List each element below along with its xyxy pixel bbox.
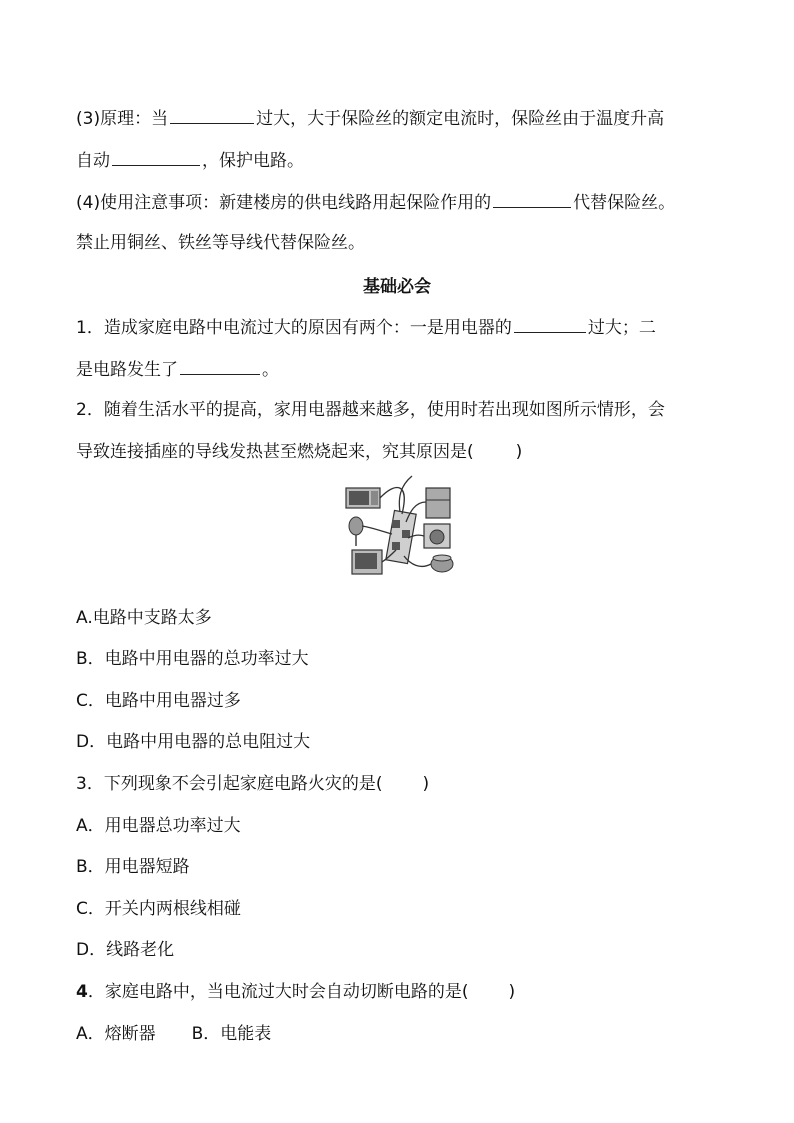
- q3-option-b[interactable]: B．用电器短路: [76, 857, 190, 877]
- intro-item3-line1: [76, 105, 664, 131]
- intro-item4-text-c: 禁止用铜丝、铁丝等导线代替保险丝。: [76, 233, 365, 253]
- q4-text-a: ．家庭电路中，当电流过大时会自动切断电路的是(: [87, 982, 469, 1002]
- intro-item4-line1: [76, 189, 675, 215]
- fill-blank[interactable]: [112, 147, 200, 166]
- q4-text-b: ): [508, 982, 516, 1002]
- intro-item4-text-b: 代替保险丝。: [573, 193, 676, 213]
- q1-text-b: 过大；二: [587, 318, 656, 338]
- q1-text-d: 。: [262, 360, 279, 380]
- q2-text-c: ): [515, 442, 523, 462]
- q3-option-a[interactable]: A．用电器总功率过大: [76, 816, 241, 836]
- q2-option-d[interactable]: D．电路中用电器的总电阻过大: [76, 732, 311, 752]
- q1-line1: [76, 314, 656, 340]
- q2-number: 2: [76, 400, 87, 420]
- intro-item4-line2: [76, 231, 365, 255]
- q2-option-c[interactable]: C．电路中用电器过多: [76, 691, 241, 711]
- intro-item3-text-b: 过大，大于保险丝的额定电流时，保险丝由于温度升高: [256, 109, 665, 129]
- q4-line1: [76, 980, 515, 1004]
- q4-options-row: [76, 1022, 271, 1046]
- q3-text-b: ): [422, 774, 430, 794]
- q2-text-a: ．随着生活水平的提高，家用电器越来越多，使用时若出现如图所示情形，会: [86, 400, 665, 420]
- fill-blank[interactable]: [170, 105, 254, 124]
- q2-line1: [76, 398, 665, 422]
- q1-number: 1: [76, 318, 87, 338]
- section-title: 基础必会: [363, 277, 431, 297]
- fill-blank[interactable]: [180, 356, 260, 375]
- q3-text-a: ．下列现象不会引起家庭电路火灾的是(: [86, 774, 383, 794]
- q3-line1: [76, 772, 429, 796]
- q2-option-b[interactable]: B．电路中用电器的总功率过大: [76, 649, 309, 669]
- q1-line2: [76, 356, 279, 382]
- overloaded-socket-illustration: [340, 472, 462, 582]
- intro-item4-text-a: (4)使用注意事项：新建楼房的供电线路用起保险作用的: [76, 193, 492, 213]
- intro-item3-line2: [76, 147, 304, 173]
- q3-number: 3: [76, 774, 87, 794]
- intro-item3-text-a: (3)原理：当: [76, 109, 169, 129]
- fill-blank[interactable]: [493, 189, 571, 208]
- q4-option-b[interactable]: B．电能表: [191, 1024, 272, 1044]
- q2-text-b: 导致连接插座的导线发热甚至燃烧起来，究其原因是(: [76, 442, 474, 462]
- q2-line2: [76, 440, 522, 464]
- q3-option-c[interactable]: C．开关内两根线相碰: [76, 899, 241, 919]
- q4-option-a[interactable]: A．熔断器: [76, 1024, 156, 1044]
- q4-number: 4: [76, 982, 88, 1002]
- intro-item3-text-c: 自动: [76, 151, 110, 171]
- q1-text-a: ．造成家庭电路中电流过大的原因有两个：一是用电器的: [86, 318, 512, 338]
- intro-item3-text-d: ，保护电路。: [202, 151, 304, 171]
- q2-option-a[interactable]: A.电路中支路太多: [76, 608, 212, 628]
- q1-text-c: 是电路发生了: [76, 360, 178, 380]
- q3-option-d[interactable]: D．线路老化: [76, 940, 175, 960]
- fill-blank[interactable]: [514, 314, 586, 333]
